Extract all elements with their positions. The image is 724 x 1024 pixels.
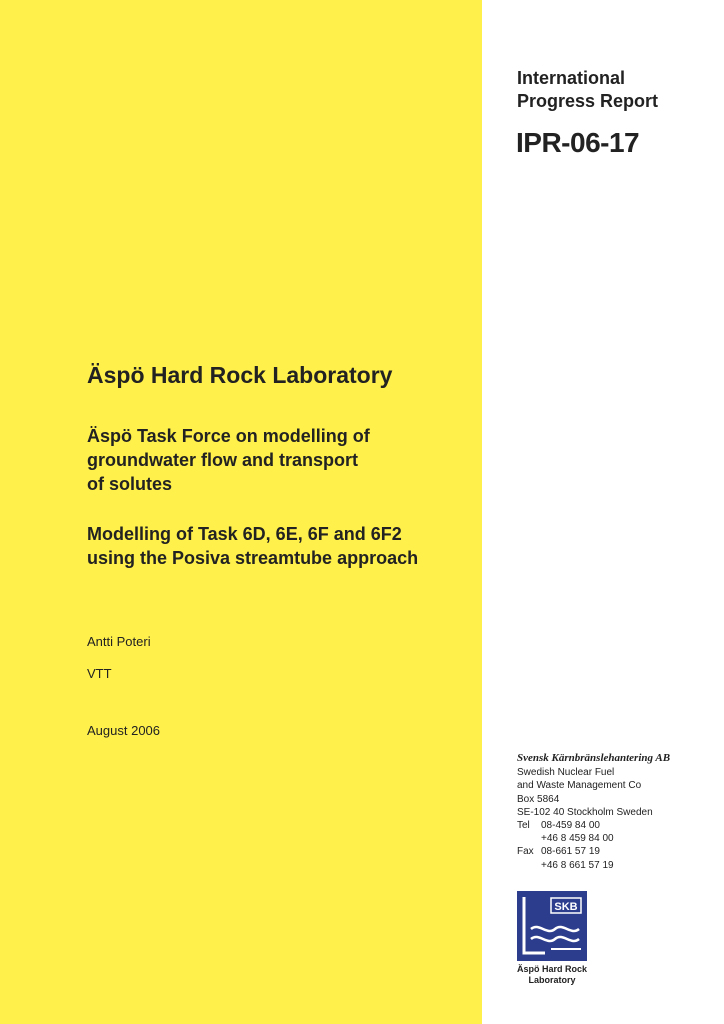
skb-logo — [517, 891, 587, 961]
subtitle-line: Modelling of Task 6D, 6E, 6F and 6F2 — [87, 524, 402, 544]
tel-number-domestic: 08-459 84 00 — [541, 820, 600, 832]
address-line: Box 5864 — [517, 793, 560, 805]
subtitle-line: of solutes — [87, 474, 173, 494]
tel-number-international: +46 8 459 84 00 — [541, 833, 614, 845]
publisher-name: Svensk Kärnbränslehantering AB — [517, 752, 671, 764]
address-line: and Waste Management Co — [517, 780, 642, 792]
subtitle-line: Äspö Task Force on modelling of — [87, 426, 370, 446]
author-affiliation: VTT — [87, 666, 112, 681]
subtitle-line: groundwater flow and transport — [87, 450, 359, 470]
fax-label: Fax — [517, 846, 534, 858]
logo-caption-line: Äspö Hard Rock — [516, 964, 587, 974]
skb-logo-mark — [517, 891, 587, 961]
page-title: Äspö Hard Rock Laboratory — [87, 362, 393, 388]
author-name: Antti Poteri — [87, 634, 151, 649]
logo-mark-text: SKB — [554, 901, 578, 913]
fax-number-domestic: 08-661 57 19 — [541, 846, 600, 858]
report-number: IPR-06-17 — [516, 127, 640, 158]
address-line: Swedish Nuclear Fuel — [517, 767, 615, 779]
fax-row — [517, 845, 717, 858]
report-series — [517, 67, 658, 113]
subtitle-modelling — [87, 522, 467, 570]
publisher-address — [517, 752, 717, 872]
report-series-line1: International — [517, 68, 626, 88]
publication-date: August 2006 — [87, 723, 161, 738]
subtitle-line: using the Posiva streamtube approach — [87, 548, 419, 568]
subtitle-task-force — [87, 424, 467, 496]
address-line: SE-102 40 Stockholm Sweden — [517, 806, 653, 818]
tel-label: Tel — [517, 820, 530, 832]
logo-caption-line: Laboratory — [528, 975, 576, 985]
report-series-line2: Progress Report — [517, 91, 659, 111]
fax-number-international: +46 8 661 57 19 — [541, 859, 614, 871]
telephone-row — [517, 819, 717, 832]
logo-caption — [512, 964, 592, 986]
